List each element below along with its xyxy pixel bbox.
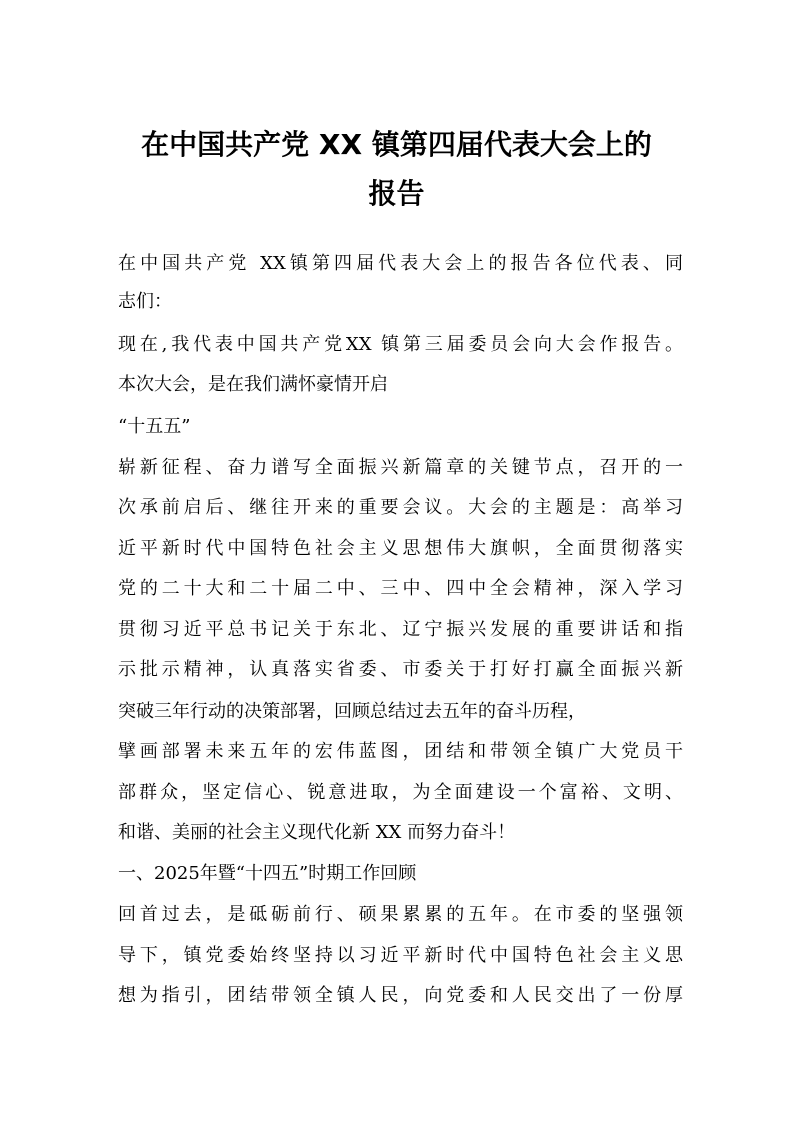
body-line-6: 崭新征程、奋力谱写全面振兴新篇章的关键节点，召开的一 [118,457,683,478]
body-line-17: 回首过去，是砥砺前行、硕果累累的五年。在市委的坚强领 [118,904,683,925]
body-line-4: 本次大会，是在我们满怀豪情开启 [118,374,388,395]
body-line-5: “十五五” [118,416,191,437]
document-title-line-1: 在中国共产党 XX 镇第四届代表大会上的 [141,128,652,161]
body-line-1: 在中国共产党 XX镇第四届代表大会上的报告各位代表、同 [118,253,683,274]
body-line-18: 导下，镇党委始终坚持以习近平新时代中国特色社会主义思 [118,945,683,966]
body-line-11: 示批示精神，认真落实省委、市委关于打好打赢全面振兴新 [118,659,683,680]
document-title-line-2: 报告 [368,177,425,210]
body-line-2: 志们： [118,291,172,312]
body-line-19: 想为指引，团结带领全镇人民，向党委和人民交出了一份厚 [118,985,683,1006]
body-line-14: 部群众，坚定信心、锐意进取，为全面建设一个富裕、文明、 [118,782,683,803]
body-line-9: 党的二十大和二十届二中、三中、四中全会精神，深入学习 [118,578,683,599]
body-line-7: 次承前启后、继往开来的重要会议。大会的主题是：高举习 [118,497,683,518]
section-heading: 一、2025年暨“十四五”时期工作回顾 [118,863,417,884]
body-line-10: 贯彻习近平总书记关于东北、辽宁振兴发展的重要讲话和指 [118,619,683,640]
body-line-13: 擘画部署未来五年的宏伟蓝图，团结和带领全镇广大党员干 [118,741,683,762]
body-line-8: 近平新时代中国特色社会主义思想伟大旗帜，全面贯彻落实 [118,538,683,559]
body-line-3: 现在,我代表中国共产党XX 镇第三届委员会向大会作报告。 [118,334,683,355]
body-line-15: 和谐、美丽的社会主义现代化新 XX 而努力奋斗！ [118,822,516,843]
body-line-12: 突破三年行动的决策部署，回顾总结过去五年的奋斗历程， [118,701,586,722]
